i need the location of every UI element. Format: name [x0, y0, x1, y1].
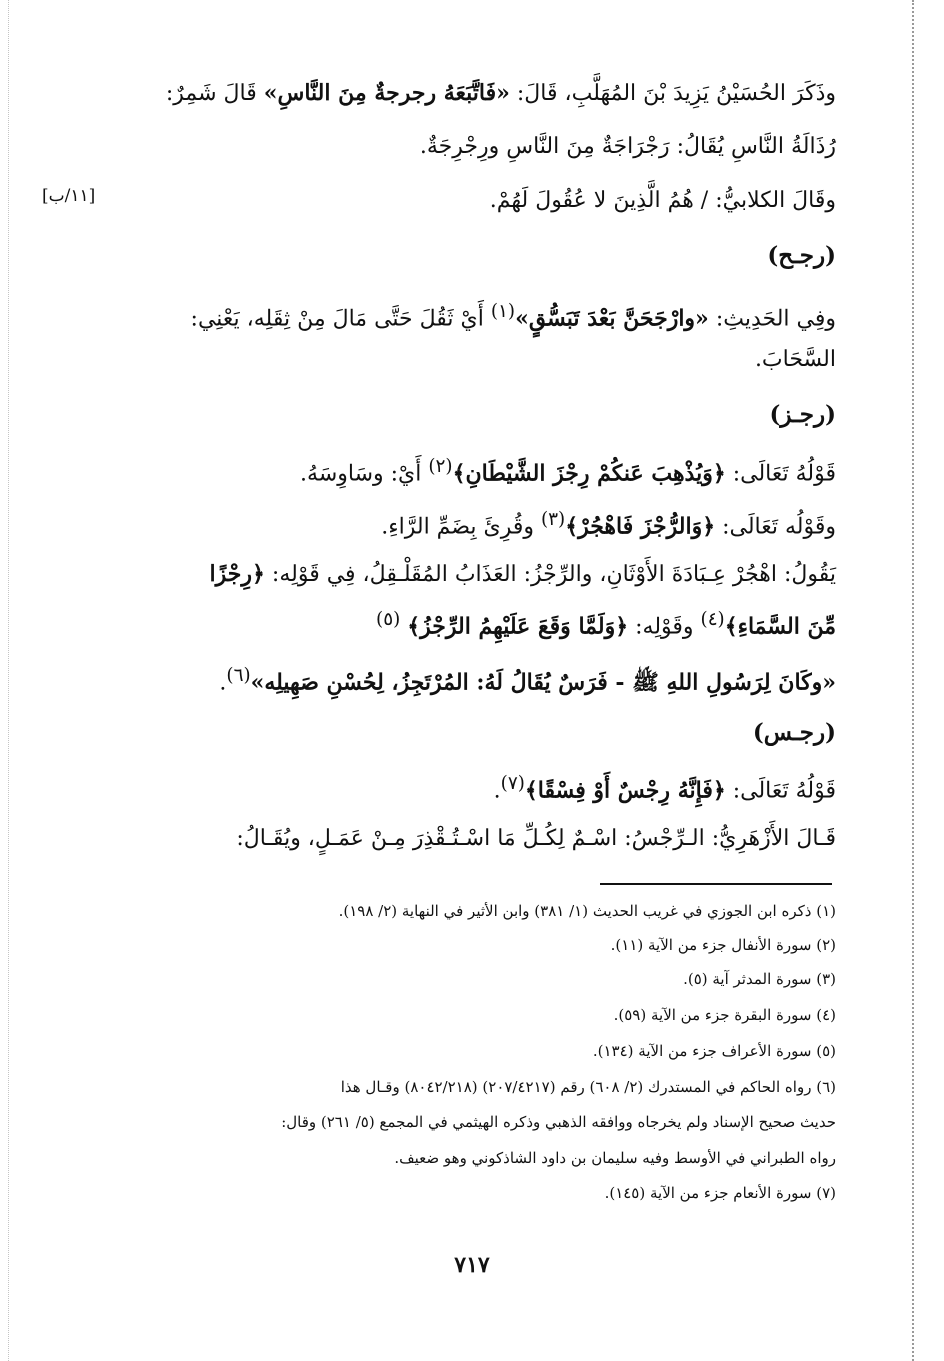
- text-segment: أَيْ: وسَاوِسَهُ.: [300, 461, 422, 487]
- quran-quote: مِّنَ السَّمَاءِ﴾: [724, 613, 836, 640]
- text-segment: قَالَ شَمِرٌ:: [165, 81, 257, 106]
- footnote-marker: (٦): [226, 665, 251, 686]
- section-heading-rijs: (رجـس): [752, 719, 836, 746]
- page-number: ٧١٧: [454, 1252, 490, 1278]
- hadith-quote: «فَاتَّبَعَهُ رجرجةٌ مِنَ النَّاسِ»: [263, 80, 510, 106]
- footnote-3: (٣) سورة المدثر آية (٥).: [683, 970, 836, 988]
- text-segment: .: [219, 670, 227, 696]
- text-line-9: [116, 605, 836, 642]
- text-line-2: رُذَالَةُ النَّاسِ يُقَالُ: رَجْرَاجَةٌ مِنَ النَّاسِ ورِجْرِجَةٌ.: [419, 134, 836, 159]
- text-segment: يَقُولُ: اهْجُرْ عِـبَادَةَ الأَوْثَانِ، والرِّجْزُ: العَذَابُ المُقَلْـقِلُ، فِي قَوْلِه:: [271, 562, 836, 587]
- text-line-6: [116, 452, 836, 489]
- text-line-12: قَـالَ الأَزْهَرِيُّ: الـرِّجْسُ: اسْـمٌ لِكُـلِّ مَا اسْـتُـقْذِرَ مِـنْ عَمَـلٍ، ويُقَـالُ:: [236, 826, 836, 851]
- text-segment: وقَوْلُه تَعَالَى:: [722, 514, 836, 540]
- text-segment: قَوْلُهُ تَعَالَى:: [732, 778, 836, 804]
- quran-quote: ﴿وَلَمَّا وَقَعَ عَلَيْهِمُ الرِّجْزُ﴾: [407, 613, 629, 640]
- text-line-8: [116, 559, 836, 590]
- footnote-marker: (٥): [376, 609, 401, 630]
- text-line-1: [116, 78, 836, 109]
- footnote-6-continued: حديث صحيح الإسناد ولم يخرجاه ووافقه الذهبي وذكره الهيثمي في المجمع (٥/ ٢٦١) وقال:: [281, 1113, 836, 1131]
- text-line-3: وقَالَ الكلابيُّ: / هُمُ الَّذِينَ لا عُقُولَ لَهُمْ.: [489, 188, 836, 213]
- footnote-separator-rule: [600, 883, 832, 885]
- footnote-marker: (٤): [700, 609, 725, 630]
- quran-quote: ﴿وَيُذْهِبَ عَنكُمْ رِجْزَ الشَّيْطَانِ﴾: [452, 460, 726, 487]
- footnote-1: (١) ذكره ابن الجوزي في غريب الحديث (١/ ٣٨١) وابن الأثير في النهاية (٢/ ١٩٨).: [338, 902, 836, 920]
- footnote-6: (٦) رواه الحاكم في المستدرك (٢/ ٦٠٨) رقم (٢٠٧/٤٢١٧) (٨٠٤٢/٢١٨) وقـال هذا: [340, 1078, 836, 1096]
- text-segment: وقَوْلِه:: [635, 614, 694, 640]
- text-segment: وقُرِئَ بِضَمِّ الرَّاءِ.: [381, 514, 535, 540]
- footnote-2: (٢) سورة الأنفال جزء من الآية (١١).: [610, 936, 836, 954]
- quran-quote: ﴿وَالرُّجْزَ فَاهْجُرْ﴾: [565, 513, 716, 540]
- footnote-7: (٧) سورة الأنعام جزء من الآية (١٤٥).: [604, 1184, 836, 1202]
- footnote-marker: (٢): [428, 456, 453, 477]
- text-segment: وفِي الحَدِيثِ:: [715, 306, 836, 332]
- text-line-10: [116, 661, 836, 698]
- hadith-quote: «وكَانَ لِرَسُولِ اللهِ ﷺ - فَرَسٌ يُقَالُ لَهُ: المُرْتَجِزُ، لِحُسْنِ صَهِيلِه»: [250, 669, 836, 696]
- footnote-6-continued: رواه الطبراني في الأوسط وفيه سليمان بن داود الشاذكوني وهو ضعيف.: [394, 1149, 836, 1167]
- quran-quote: ﴿رِجْزًا: [209, 561, 265, 587]
- footnote-marker: (٣): [541, 509, 566, 530]
- section-heading-rajah: (رجـح): [767, 242, 836, 269]
- text-line-7: [116, 505, 836, 542]
- footnote-marker: (٧): [500, 773, 525, 794]
- footnote-4: (٤) سورة البقرة جزء من الآية (٥٩).: [613, 1006, 836, 1024]
- text-line-4: [116, 297, 836, 334]
- manuscript-folio-reference: [١١/ب]: [42, 186, 96, 206]
- text-segment: .: [493, 778, 501, 804]
- hadith-quote: «وارْجَحَنَّ بَعْدَ تَبَسُّقٍ»: [515, 305, 709, 332]
- left-margin-dotted-line: [8, 0, 9, 1361]
- text-segment: أَيْ ثَقُلَ حَتَّى مَالَ مِنْ ثِقَلِه، يَعْنِي:: [190, 306, 484, 332]
- text-segment: قَوْلُهُ تَعَالَى:: [732, 461, 836, 487]
- footnote-5: (٥) سورة الأعراف جزء من الآية (١٣٤).: [592, 1042, 836, 1060]
- quran-quote: ﴿فَإِنَّهُ رِجْسٌ أَوْ فِسْقًا﴾: [524, 777, 726, 804]
- section-heading-rajaz: (رجـز): [769, 401, 836, 428]
- right-margin-dotted-line: [912, 0, 914, 1361]
- text-line-11: [116, 769, 836, 806]
- footnote-marker: (١): [490, 301, 516, 322]
- text-line-5: السَّحَابَ.: [754, 347, 836, 372]
- text-segment: وذَكَرَ الحُسَيْنُ يَزِيدَ بْنَ المُهَلَّبِ، قَالَ:: [516, 81, 836, 106]
